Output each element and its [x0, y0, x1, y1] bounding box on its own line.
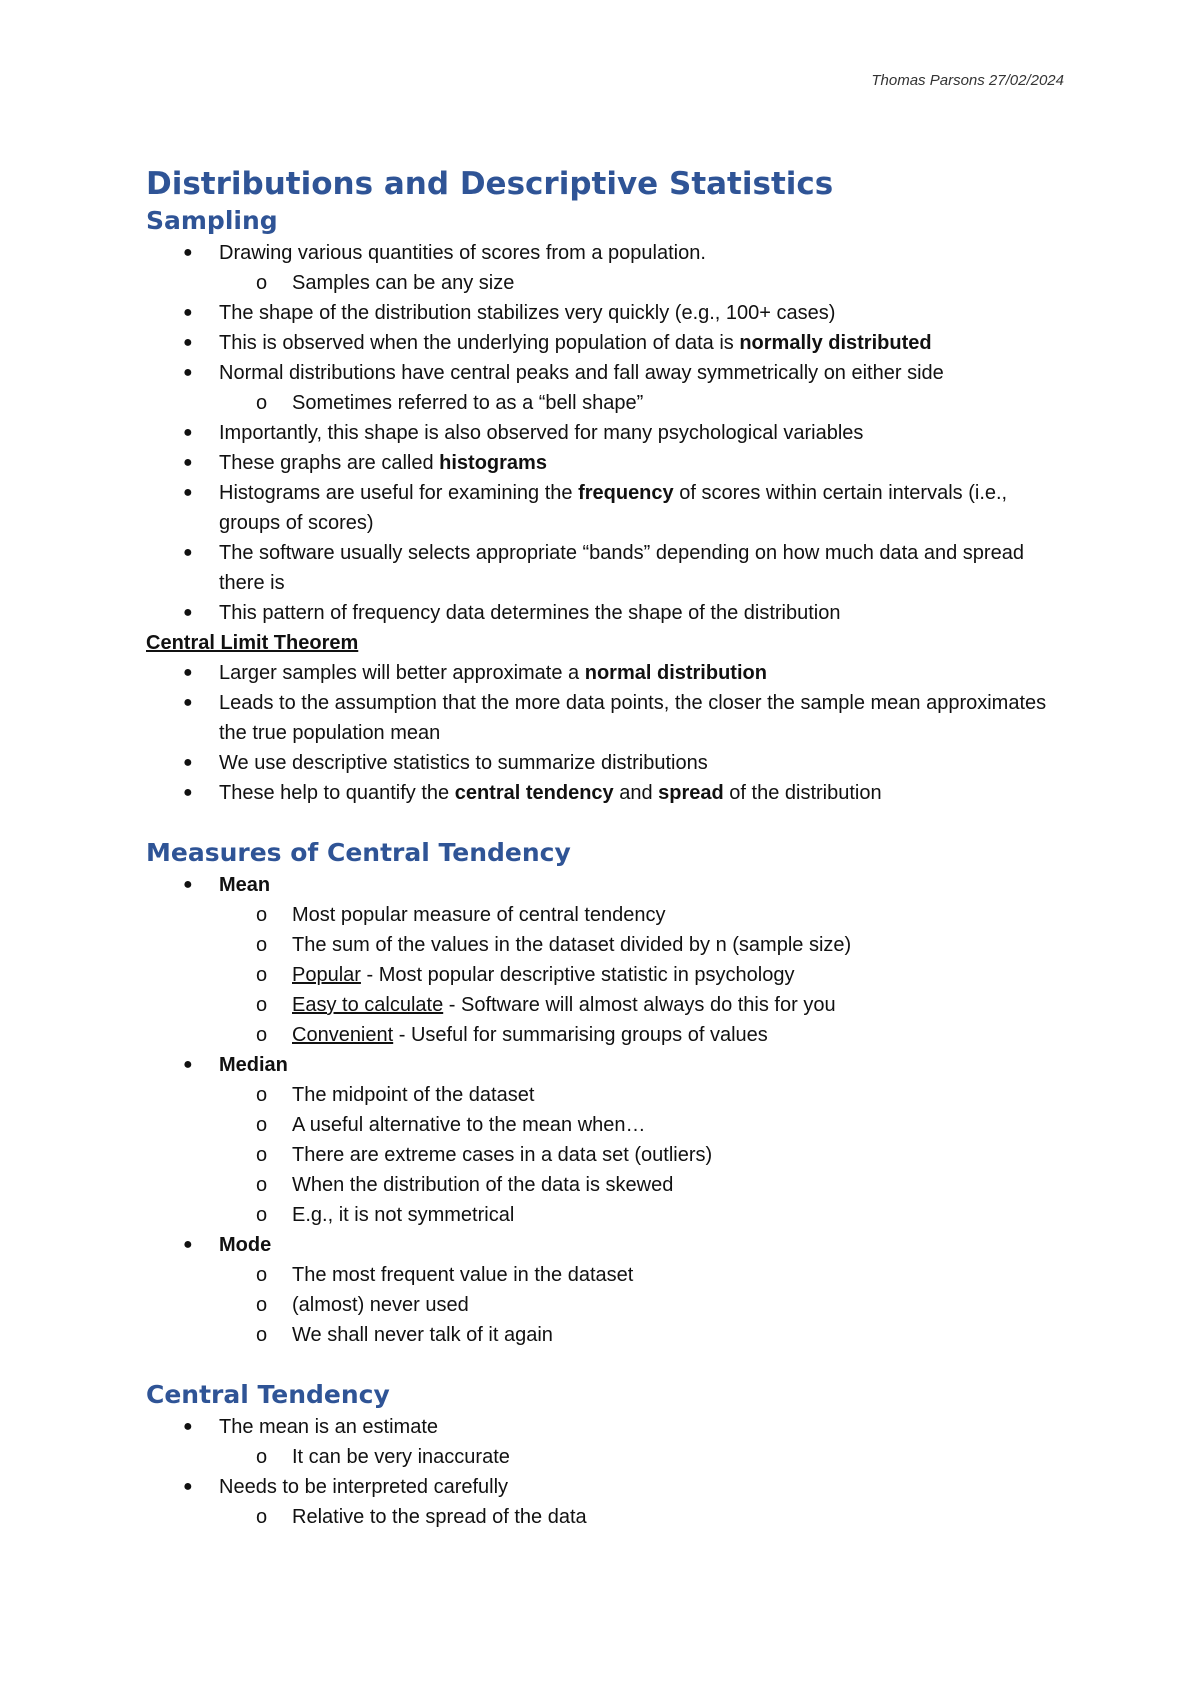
bullet-icon: ● [183, 244, 193, 261]
list-item: o Samples can be any size [146, 268, 1066, 298]
sub-bullet-icon: o [256, 272, 268, 294]
list-item: ● The shape of the distribution stabilizes very quickly (e.g., 100+ cases) [146, 298, 1066, 328]
sub-bullet-icon: o [256, 934, 268, 956]
list-item: o We shall never talk of it again [146, 1320, 1066, 1350]
list-item: ● Normal distributions have central peaks and fall away symmetrically on either side [146, 358, 1066, 388]
bullet-icon: ● [183, 1056, 193, 1073]
bullet-icon: ● [183, 664, 193, 681]
bullet-icon: ● [183, 454, 193, 471]
list-item: ● This is observed when the underlying population of data is normally distributed [146, 328, 1066, 358]
sub-bullet-icon: o [256, 964, 268, 986]
list-item: o The midpoint of the dataset [146, 1080, 1066, 1110]
list-item: o It can be very inaccurate [146, 1442, 1066, 1472]
list-item: ● Importantly, this shape is also observed for many psychological variables [146, 418, 1066, 448]
sub-bullet-icon: o [256, 1294, 268, 1316]
list-item: o Relative to the spread of the data [146, 1502, 1066, 1532]
list-item: o A useful alternative to the mean when… [146, 1110, 1066, 1140]
list-item: o The sum of the values in the dataset divided by n (sample size) [146, 930, 1066, 960]
sub-bullet-icon: o [256, 1084, 268, 1106]
sub-bullet-icon: o [256, 1506, 268, 1528]
list-item: o Convenient - Useful for summarising groups of values [146, 1020, 1066, 1050]
bullet-icon: ● [183, 334, 193, 351]
bullet-icon: ● [183, 876, 193, 893]
sub-bullet-icon: o [256, 904, 268, 926]
list-item: o The most frequent value in the dataset [146, 1260, 1066, 1290]
list-item-mean: ● Mean [146, 870, 1066, 900]
list-item: ● This pattern of frequency data determines the shape of the distribution [146, 598, 1066, 628]
bullet-icon: ● [183, 304, 193, 321]
sub-bullet-icon: o [256, 392, 268, 414]
sub-bullet-icon: o [256, 1114, 268, 1136]
bullet-icon: ● [183, 694, 193, 711]
list-item: ● These graphs are called histograms [146, 448, 1066, 478]
list-item-mode: ● Mode [146, 1230, 1066, 1260]
bullet-icon: ● [183, 784, 193, 801]
section-gap [146, 808, 1066, 836]
bullet-icon: ● [183, 1418, 193, 1435]
header-author-date: Thomas Parsons 27/02/2024 [871, 72, 1064, 89]
sub-bullet-icon: o [256, 1204, 268, 1226]
sub-bullet-icon: o [256, 1174, 268, 1196]
list-item: o There are extreme cases in a data set (outliers) [146, 1140, 1066, 1170]
list-item: ● Needs to be interpreted carefully [146, 1472, 1066, 1502]
sub-bullet-icon: o [256, 1024, 268, 1046]
list-item: ● Larger samples will better approximate a normal distribution [146, 658, 1066, 688]
list-item: ● We use descriptive statistics to summarize distributions [146, 748, 1066, 778]
list-item: ● The mean is an estimate [146, 1412, 1066, 1442]
list-item: o Most popular measure of central tendency [146, 900, 1066, 930]
heading-central-limit-theorem: Central Limit Theorem [146, 632, 359, 654]
list-item-median: ● Median [146, 1050, 1066, 1080]
bullet-icon: ● [183, 544, 193, 561]
sub-bullet-icon: o [256, 1446, 268, 1468]
list-item: o Easy to calculate - Software will almost always do this for you [146, 990, 1066, 1020]
heading-sampling: Sampling [146, 206, 278, 235]
list-item: ● The software usually selects appropriate “bands” depending on how much data and spread there is [146, 538, 1066, 598]
list-item: o (almost) never used [146, 1290, 1066, 1320]
heading-central-tendency: Central Tendency [146, 1380, 390, 1409]
list-item: o Popular - Most popular descriptive statistic in psychology [146, 960, 1066, 990]
bullet-icon: ● [183, 604, 193, 621]
document-body [146, 164, 1066, 1532]
list-item: ● Leads to the assumption that the more data points, the closer the sample mean approximates the true population mean [146, 688, 1066, 748]
sub-bullet-icon: o [256, 994, 268, 1016]
list-item: ● Drawing various quantities of scores from a population. [146, 238, 1066, 268]
sub-bullet-icon: o [256, 1324, 268, 1346]
list-item: ● Histograms are useful for examining the frequency of scores within certain intervals (i.e., groups of scores) [146, 478, 1066, 538]
document-title: Distributions and Descriptive Statistics [146, 166, 834, 202]
bullet-icon: ● [183, 754, 193, 771]
bullet-icon: ● [183, 1478, 193, 1495]
bullet-icon: ● [183, 1236, 193, 1253]
bullet-icon: ● [183, 424, 193, 441]
sub-bullet-icon: o [256, 1144, 268, 1166]
heading-measures-of-central-tendency: Measures of Central Tendency [146, 838, 571, 867]
sub-bullet-icon: o [256, 1264, 268, 1286]
bullet-icon: ● [183, 364, 193, 381]
list-item: o When the distribution of the data is skewed [146, 1170, 1066, 1200]
list-item: ● These help to quantify the central tendency and spread of the distribution [146, 778, 1066, 808]
section-gap [146, 1350, 1066, 1378]
list-item: o E.g., it is not symmetrical [146, 1200, 1066, 1230]
list-item: o Sometimes referred to as a “bell shape” [146, 388, 1066, 418]
bullet-icon: ● [183, 484, 193, 501]
